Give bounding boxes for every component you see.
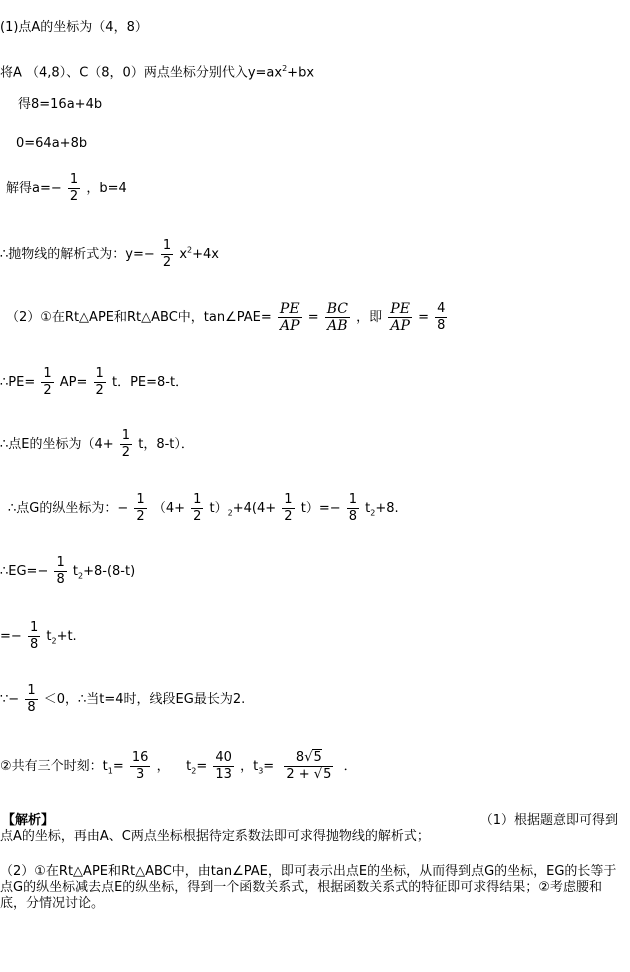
denominator: 2 [162, 255, 172, 270]
substitution-line [0, 61, 314, 81]
fraction [191, 492, 203, 525]
fraction [282, 492, 294, 525]
denominator: 2 [193, 509, 202, 524]
denominator: AP [278, 317, 302, 334]
text: ∴点E的坐标为（4+ [0, 437, 114, 452]
fraction [94, 366, 106, 399]
point-g-line [8, 492, 399, 525]
numerator: 1 [121, 428, 131, 443]
denominator: AB [325, 317, 350, 334]
text: t） [209, 501, 228, 516]
text: t [186, 759, 192, 774]
text: ∴EG=− [0, 564, 49, 579]
text: ∴抛物线的解析式为：y=− [0, 247, 155, 262]
exponent: 2 [370, 508, 376, 518]
denominator: 13 [215, 767, 232, 782]
eg-line [0, 555, 135, 588]
sqrt-sign: √ [313, 767, 323, 782]
denominator: 2 [284, 509, 293, 524]
text: t，8-t）． [138, 437, 194, 452]
text: ∴点G的纵坐标为：− [8, 501, 129, 516]
exponent: 2 [51, 636, 57, 646]
text: （2）①在Rt△APE和Rt△ABC中，由tan∠PAE，即可表示出点E的坐标，从而得到点G的坐标，EG的长等于点G的纵坐标减去点E的纵坐标，得到一个函数关系式，根据函数关系式的特征即可求得结果；②考虑腰和底，分情况讨论。 [0, 864, 617, 911]
text: = [418, 310, 429, 325]
numerator [284, 750, 333, 766]
text: +bx [287, 65, 315, 81]
text: （1）根据题意即可得到 [479, 813, 618, 828]
solution-line [6, 172, 127, 205]
fraction [347, 492, 359, 525]
analysis-p1-right [480, 813, 618, 829]
pe-line [0, 366, 188, 399]
numerator: PE [279, 301, 300, 317]
denominator: 2 [121, 445, 131, 460]
fraction [28, 620, 40, 653]
numerator: 1 [136, 492, 145, 507]
fraction [161, 238, 173, 271]
text: +4x [192, 247, 219, 262]
text: t [365, 501, 371, 516]
fraction [278, 301, 302, 334]
text: ． [343, 759, 357, 774]
denominator: 8 [56, 572, 65, 587]
analysis-heading [2, 813, 54, 829]
exponent: 2 [187, 245, 193, 255]
text: （2）①在Rt△APE和Rt△ABC中，tan∠PAE= [6, 310, 272, 325]
numerator: 4 [437, 301, 446, 316]
text: t [46, 629, 52, 644]
subscript: 2 [191, 766, 197, 776]
numerator: 1 [69, 172, 79, 187]
equation-1 [18, 97, 102, 113]
radicand: 5 [313, 750, 322, 765]
text: ∵− [0, 692, 20, 707]
numerator: 1 [43, 366, 52, 381]
text: t．PE=8-t． [111, 375, 189, 390]
numerator: 1 [348, 492, 358, 507]
numerator: BC [326, 301, 348, 317]
fraction [388, 301, 412, 334]
tan-line [6, 301, 449, 334]
text: 点A的坐标，再由A、C两点坐标根据待定系数法即可求得抛物线的解析式； [0, 829, 430, 844]
text: +t. [56, 629, 77, 644]
answer-part1-line [0, 20, 148, 36]
fraction [325, 301, 350, 334]
parabola-expression-line [0, 238, 219, 271]
text: 得8=16a+4b [18, 97, 103, 112]
numerator: 16 [131, 750, 149, 765]
denominator [284, 766, 333, 783]
numerator: 1 [27, 683, 36, 698]
fraction [213, 750, 234, 783]
fraction [54, 555, 66, 588]
denominator: 3 [130, 766, 151, 783]
eg-simplified-line [0, 620, 77, 653]
text: ②共有三个时刻：t [0, 759, 108, 774]
denominator: 2 [43, 383, 52, 398]
text: ∴PE= [0, 375, 36, 390]
numerator: 1 [29, 620, 39, 635]
numerator: PE [390, 301, 410, 317]
exponent: 2 [282, 64, 288, 73]
numerator: 1 [56, 555, 65, 570]
fraction [435, 301, 447, 334]
denominator: 8 [348, 509, 358, 524]
denominator: 8 [437, 318, 446, 333]
text: ， [156, 759, 170, 774]
subscript: 1 [107, 766, 113, 776]
fraction [134, 492, 146, 525]
text: （4+ [152, 501, 185, 516]
denominator: 2 [69, 189, 79, 204]
text: 将A （4,8）、C（8，0）两点坐标分别代入y=ax [0, 65, 283, 81]
text: ，t [240, 759, 259, 774]
fraction [68, 172, 80, 205]
fraction [284, 750, 333, 783]
exponent: 2 [227, 508, 233, 518]
analysis-p1-rest [0, 829, 430, 845]
exponent: 2 [78, 571, 84, 581]
equation-2 [16, 136, 87, 152]
text: t）=− [300, 501, 341, 516]
max-eg-line [0, 683, 245, 716]
fraction [130, 750, 151, 783]
numerator: 1 [162, 238, 172, 253]
text: AP= [59, 375, 88, 390]
text: =− [0, 629, 22, 644]
text: = [112, 759, 124, 774]
fraction [120, 428, 132, 461]
text: +8-(8-t) [83, 564, 136, 579]
denominator: 2 [136, 509, 145, 524]
text: ，即 [356, 310, 383, 325]
radicand: 5 [323, 767, 332, 782]
text: t [72, 564, 79, 579]
text: 2 + [286, 767, 310, 782]
text: = [263, 759, 275, 774]
numerator: 1 [193, 492, 202, 507]
text: ＜0，∴当t=4时，线段EG最长为2. [43, 692, 246, 707]
subscript: 3 [258, 766, 264, 776]
text: ，b=4 [86, 181, 127, 196]
text: x [179, 247, 188, 262]
sqrt-sign: √ [304, 750, 313, 765]
denominator: AP [388, 317, 412, 334]
coefficient: 8 [295, 750, 305, 765]
fraction [41, 366, 53, 399]
text: = [307, 310, 319, 325]
text: 【解析】 [2, 813, 55, 828]
denominator: 8 [27, 700, 36, 715]
fraction [25, 683, 37, 716]
text: = [196, 759, 208, 774]
point-e-line [0, 428, 194, 461]
numerator: 1 [95, 366, 104, 381]
point-a-coordinates: (1)点A的坐标为（4，8） [0, 20, 148, 35]
text: 0=64a+8b [16, 136, 88, 151]
analysis-p2 [0, 864, 618, 912]
three-moments-line [0, 750, 357, 783]
denominator: 8 [29, 637, 39, 652]
text: +4(4+ [232, 501, 277, 516]
numerator: 40 [215, 750, 232, 765]
text: 解得a=− [6, 181, 62, 196]
text: +8. [375, 501, 399, 516]
numerator: 1 [284, 492, 293, 507]
denominator: 2 [95, 383, 104, 398]
